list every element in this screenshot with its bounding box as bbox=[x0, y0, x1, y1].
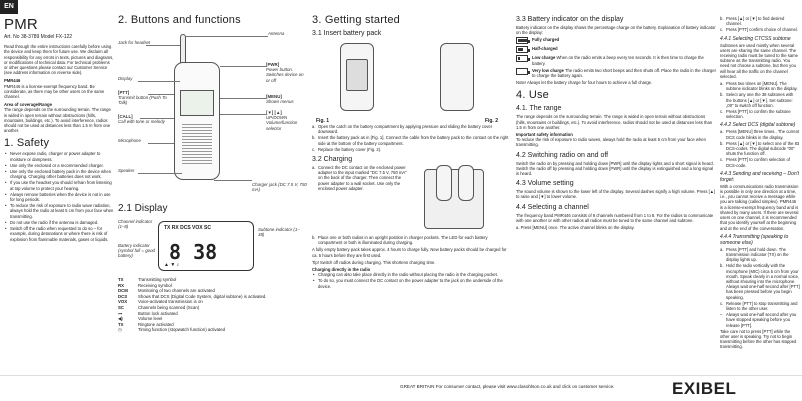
lcd-screen bbox=[158, 221, 254, 271]
figure-2 bbox=[412, 39, 502, 124]
list-item: – Always wait one-half second after you have stopped speaking before you release [PTT]. bbox=[720, 312, 797, 328]
list-item: a. Open the catch on the battery compartment by applying pressure and sliding the battery cover downward. bbox=[312, 124, 493, 135]
list-item: • Switch off the radio when requested to do so – for example, during detonations or where there is risk of explosion from flammable materials, gases or liquids. bbox=[4, 226, 114, 242]
battery-figures bbox=[312, 39, 512, 124]
table-row: SC Channels being scanned (Scan) bbox=[118, 304, 200, 310]
list-item: b. Hold the radio vertically with the microphone (MIC) circa 5 cm from your mouth. Speak clearly in a normal voice, without shouting into the microphone. Always wait one-half second after [PTT] has been pressed before you begin speaking. bbox=[720, 263, 800, 300]
label-ptt bbox=[118, 90, 168, 106]
list-item: • Charging can also take place directly in the radio without placing the radio in the charging pocket. bbox=[312, 272, 512, 277]
fig1-caption: Fig. 1 bbox=[316, 118, 330, 124]
column-battery-use bbox=[516, 14, 716, 232]
table-row: ◀) Volume level bbox=[118, 316, 163, 322]
list-item: b. Press [▲] or [▼] to select one of the 83 DCS-codes. The digital subcode "00" shuts the function off. bbox=[720, 140, 800, 157]
list-item: • Always remove batteries when the device is not in use for long periods. bbox=[4, 192, 114, 202]
list-item: • Do not use the radio if the antenna is damaged. bbox=[4, 220, 114, 225]
article-number: Art. No 38-3789 Model FX-122 bbox=[4, 34, 73, 40]
direct-charging-heading: Charging directly in the radio bbox=[312, 267, 371, 273]
updown-desc: UP/DOWN Volume/function selector bbox=[266, 115, 298, 131]
ctcss-text: Subtones are used mostly when several users are sharing the same channel. The receiving radio must be tuned to the same subtone as the transmitting radio. You need not choose a subtone, but then you will hear all the traffic on the channel selected. bbox=[720, 42, 798, 79]
call-desc: Call with tone or melody bbox=[118, 119, 165, 125]
lcd-digits: 8 38 bbox=[169, 240, 218, 264]
list-item: • Use only the enclosed battery pack in the device when charging. Charging other batteries does not work. bbox=[4, 169, 114, 179]
table-row: ⊶ Button lock activated bbox=[118, 310, 178, 316]
list-item: • If you use the headset you should refrain from listening at top volume to protect your hearing. bbox=[4, 180, 114, 190]
table-row: TX Ringtone activated bbox=[118, 321, 174, 327]
language-tab: EN bbox=[0, 0, 18, 14]
list-item: c. Press [PTT] to confirm the subtone selection. bbox=[720, 109, 791, 120]
pwr-key: [PWR] bbox=[266, 62, 280, 67]
label-antenna: Antenna bbox=[268, 31, 285, 36]
use-heading: 4. Use bbox=[516, 89, 549, 102]
volume-text: The sound volume is shown to the lower left of the display. Several dashes signify a high volume. Press [▲] to raise and [▼] to lower volume. bbox=[516, 189, 716, 200]
table-row: RX Receiving symbol bbox=[118, 282, 172, 288]
range-text: The range depends on the surrounding terrain. The range is wided in open terrain without obstructions (hills, mountains or buildings, etc.). To avoid interference, radios should not be used at distances less than 1.5 m from one another. bbox=[516, 114, 713, 130]
radio-in-charger-2 bbox=[458, 165, 474, 201]
list-item: c. Press [PTT] to confirm selection of DCS-code. bbox=[720, 157, 790, 168]
label-menu bbox=[266, 94, 308, 104]
list-item: c. Replace the battery cover (Fig. 2). bbox=[312, 146, 382, 152]
channel-steps bbox=[720, 16, 800, 33]
table-row: DCS Shows that DCS (Digital Code System, digital subtone) is activated. bbox=[118, 293, 267, 299]
direct-charging-list bbox=[312, 272, 512, 289]
list-item: a. Press two times on [MENU]. The subtone indicator blinks on the display. bbox=[720, 81, 798, 92]
coverage-heading: Area of coverage/Range bbox=[4, 102, 52, 108]
pmr446-heading: PMR446 bbox=[4, 78, 21, 84]
figure-1 bbox=[312, 39, 402, 124]
ctcss-heading: 4.4.1 Selecting CTCSS subtone bbox=[720, 35, 791, 42]
buttons-heading: 2. Buttons and functions bbox=[118, 14, 241, 26]
insert-steps bbox=[312, 124, 512, 152]
menu-key: [MENU] bbox=[266, 94, 282, 99]
pwr-desc: Power button. Switches device on or off bbox=[266, 67, 304, 83]
charging-step-a: a. Connect the DC contact on the enclosed power adapter to the input marked "DC 7.5 V, 750 mA" on the back of the charger. Then connect the power adapter to a wall socket. Use only the enclosed power adapter. bbox=[312, 165, 512, 235]
column-intro bbox=[4, 14, 114, 243]
important-text: To reduce the risk of exposure to radio waves, always hold the radio at least 5 cm from your face when transmitting. bbox=[516, 137, 706, 148]
ptt-key: [PTT] bbox=[118, 90, 130, 95]
charging-time-text: A fully empty battery pack takes approx. 4 hours to charge fully. New battery packs should be charged for ca. 5 hours before they are first used. bbox=[312, 247, 507, 258]
list-item: • To reduce the risk of exposure to radio wave radiation, always hold the radio at least 5 cm from your face when transmitting. bbox=[4, 203, 114, 219]
charging-b-text: Place one or both radios in an upright position in charger pockets. The LED for each battery compartment or both is illuminated during charging. bbox=[318, 235, 488, 246]
footer-contact-text: GREAT BRITAIN For consumer contact, please visit www.clasohlson.co.uk and click on customer service. bbox=[400, 384, 615, 389]
lcd-top-row: TX RX DCS VOX SC bbox=[164, 225, 211, 231]
table-row: VOX Voice-activated transmission is on bbox=[118, 299, 203, 305]
channel-step-a: a. Press [MENU] once. The active channel blinks on the display. bbox=[516, 225, 635, 231]
label-jack: Jack for headset bbox=[118, 40, 151, 45]
list-item: b. Select any one the 38 subtones with the buttons [▲] or [▼]. Set subtone: „00" to switch off function. bbox=[720, 92, 794, 108]
label-battery-indicator: Battery indicator (symbol full = good battery) bbox=[118, 243, 155, 259]
label-updown bbox=[266, 110, 308, 131]
updown-key: [▼] [▲] bbox=[266, 110, 282, 115]
coverage-text: The range depends on the surrounding terrain. The range is wided in open terrain without obstructions (hills, mountains, buildings, etc.). To avoid interference, radios should not be used at distances less than 1.5 m from one another. bbox=[4, 107, 111, 134]
footer bbox=[0, 375, 802, 401]
send-receive-heading: 4.4.3 Sending and receiving – Don't forget: bbox=[720, 170, 800, 183]
label-pwr bbox=[266, 62, 308, 83]
column-buttons bbox=[118, 14, 308, 333]
channel-heading: 4.4 Selecting a channel bbox=[516, 203, 589, 211]
list-item: c. Release [PTT] to stop transmitting and listen to the other user. bbox=[720, 300, 798, 311]
column-getting-started: 3. Getting started 3.1 Insert battery pack Fig. 1 Fig. 2 a. Open the catch on the battery compartment by applying pressure and sliding the battery cover downward. b. Insert the battery pack as in [Fig. 1]. Connect the cable from the battery pack to the contact on the right side at the bottom of the battery compartment. c. Replace the battery cover (Fig. 2). 3.2 Charging a. Connect the DC contact on the enclosed power adapter to the input marked "DC 7.5 V, 750 mA" on the back of the charger. Then connect the power adapter to a wall socket. Use only the enclosed power adapter. b. Place one or both radios in an upright position in charger pockets. The LED for each battery compartment or both is illuminated during charging. A fully empty battery pack takes approx. 4 hours to charge fully. New battery packs should be charged for ca. 5 hours before they are first used. Tip! Switch off radios during charging. This shortens charging time. Charging directly in the radio • Charging can also take place directly in the radio without placing the radio in the charging pocket. • To do so, you must connect the DC contact on the power adapter to the jack on the underside of the device. bbox=[312, 14, 512, 290]
safety-heading: 1. Safety bbox=[4, 137, 50, 150]
battery-level-low: Low charge When on the radio emits a beep every ten seconds. It is then time to charge the battery. bbox=[516, 55, 716, 65]
table-row: TX Transmitting symbol bbox=[118, 277, 177, 282]
getting-started-heading: 3. Getting started bbox=[312, 14, 400, 26]
battery-indicator-heading: 3.3 Battery indicator on the display bbox=[516, 16, 624, 23]
list-item: • To do so, you must connect the DC contact on the power adapter to the jack on the underside of the device. bbox=[312, 278, 512, 288]
list-item: a. Press [PTT] and hold down. The transmission indicator (TX) on the display lights up. bbox=[720, 246, 789, 263]
send-receive-text: With a communications radio transmission is possible in only one direction at a time, i.e., you cannot receive a message while you are talking (called simplex). PMR446 is a license-exempt frequency band and is shared by many users. If there are several users on one channel, it is recommended that you identify yourself at the beginning and at the end of the conversation. bbox=[720, 183, 799, 231]
symbol-table bbox=[118, 277, 308, 333]
transmit-steps bbox=[720, 247, 800, 328]
label-channel-indicator: Channel indicator (1–8) bbox=[118, 219, 153, 230]
battery-indicator-intro: Battery indicator on the display shows the percentage charge on the battery. Explanation of battery indicator on the display: bbox=[516, 25, 716, 36]
column-channel bbox=[720, 14, 800, 352]
battery-pack-illustration bbox=[346, 59, 368, 91]
transmit-note: Take care not to press [PTT] while the other user is speaking. Try not to begin transmitting before the other has stopped transmitting. bbox=[720, 328, 797, 350]
menu-desc: Shows menus bbox=[266, 99, 294, 105]
list-item: c. Press [PTT] confirm choice of channel. bbox=[720, 27, 798, 33]
list-item: • Never expose radio, charger or power adapter to moisture or dampness. bbox=[4, 151, 114, 161]
table-row: DCM Monitoring of two channels are activated bbox=[118, 288, 215, 294]
battery-level-full: Fully charged bbox=[516, 37, 716, 44]
radio-in-charger-1 bbox=[436, 165, 452, 201]
radio-diagram bbox=[118, 28, 308, 203]
label-charger-jack: Charger jack (DC 7.5 V, 750 mA) bbox=[252, 182, 307, 193]
list-item: a. Press [MENU] three times.. The current DCS code blinks in the display. bbox=[720, 129, 800, 140]
label-call bbox=[118, 114, 168, 124]
insert-battery-heading: 3.1 Insert battery pack bbox=[312, 30, 382, 37]
battery-level-very-low: Very low charge The radio emits two short beeps and then shuts off. Place the radio in the charger to charge the battery again. bbox=[516, 68, 716, 78]
channel-text: The frequency band PMR446 consists of 8 channels numbered from 1 to 8. For the radios to communicate with one another or with other radios all radios must be tuned to the same channel and subtone. bbox=[516, 212, 714, 223]
battery-half-icon bbox=[516, 46, 528, 53]
ptt-desc: Transmit button (Push To Talk) bbox=[118, 95, 167, 106]
speaker-grille bbox=[182, 124, 212, 164]
dcs-steps bbox=[720, 129, 800, 167]
call-key: [CALL] bbox=[118, 114, 133, 119]
list-item: • Use only the enclosed or a recommended charger. bbox=[4, 163, 114, 168]
lcd-diagram bbox=[118, 217, 308, 277]
pmr446-text: PMR446 is a license-exempt frequency band. Be considerate, as there may be other users on the same channel. bbox=[4, 83, 105, 100]
dcs-heading: 4.4.2 Select DCS (digital subtone) bbox=[720, 122, 796, 129]
list-item: b. Press [▲] or [▼] to find desired channel. bbox=[720, 16, 785, 27]
fig2-caption: Fig. 2 bbox=[484, 118, 498, 124]
volume-heading: 4.3 Volume setting bbox=[516, 180, 574, 188]
lcd-bottom-row: ▲ ▼ ♪ bbox=[164, 262, 180, 268]
charging-a-text: Connect the DC contact on the enclosed power adapter to the input marked "DC 7.5 V, 750 mA" on the back of the charger. Then connect the power adapter to a wall socket. Use only the enclosed power adapter. bbox=[318, 165, 407, 191]
charging-heading: 3.2 Charging bbox=[312, 156, 353, 164]
product-title: PMR bbox=[4, 16, 38, 33]
brand-logo: EXIBEL bbox=[672, 379, 737, 398]
ctcss-steps bbox=[720, 81, 800, 119]
display-illustration bbox=[180, 90, 214, 116]
list-item: b. Insert the battery pack as in [Fig. 1]. Connect the cable from the battery pack to the contact on the right side at the bottom of the battery compartment. bbox=[312, 135, 509, 146]
range-heading: 4.1. The range bbox=[516, 105, 562, 113]
label-display: Display bbox=[118, 76, 133, 81]
battery-note: Note! Always let the battery charge for four hours to achieve a full charge. bbox=[516, 80, 653, 86]
important-heading: Important safety information bbox=[516, 132, 573, 138]
battery-low-icon bbox=[516, 55, 528, 62]
intro-text: Read through the entire instructions carefully before using the device and keep them for future use. We disclaim all responsibility for any errors in texts, pictures and diagrams, or modifications of technical data. For technical problems or other questions please contact our Customer Service (see address information on reverse side). bbox=[4, 44, 114, 76]
label-microphone: Microphone bbox=[118, 138, 141, 143]
switch-text: Switch the radio on by pressing and holding down [PWR] until the display lights and a short signal is heard. Switch the radio off by pressing and holding down [PWR] until the display is extinguished and a long signal is heard. bbox=[516, 160, 714, 177]
label-speaker: Speaker bbox=[118, 168, 135, 173]
battery-level-half: Half-charged bbox=[516, 46, 716, 53]
display-heading: 2.1 Display bbox=[118, 203, 168, 214]
antenna-illustration bbox=[180, 34, 186, 64]
transmit-heading: 4.4.4 Transmitting (speaking to someone else) bbox=[720, 233, 789, 246]
label-subtone-indicator: Subtone indicator (1–38) bbox=[258, 227, 300, 238]
battery-empty-icon bbox=[516, 68, 528, 75]
switch-heading: 4.2 Switching radio on and off bbox=[516, 151, 609, 159]
radio-cover-illustration bbox=[440, 43, 474, 111]
table-row: ◷ Timing function (stopwatch function) activated bbox=[118, 327, 226, 333]
charger-illustration bbox=[424, 169, 484, 229]
battery-full-icon bbox=[516, 37, 528, 44]
charging-tip: Tip! Switch off radios during charging. This shortens charging time. bbox=[312, 259, 436, 265]
safety-list bbox=[4, 151, 114, 241]
